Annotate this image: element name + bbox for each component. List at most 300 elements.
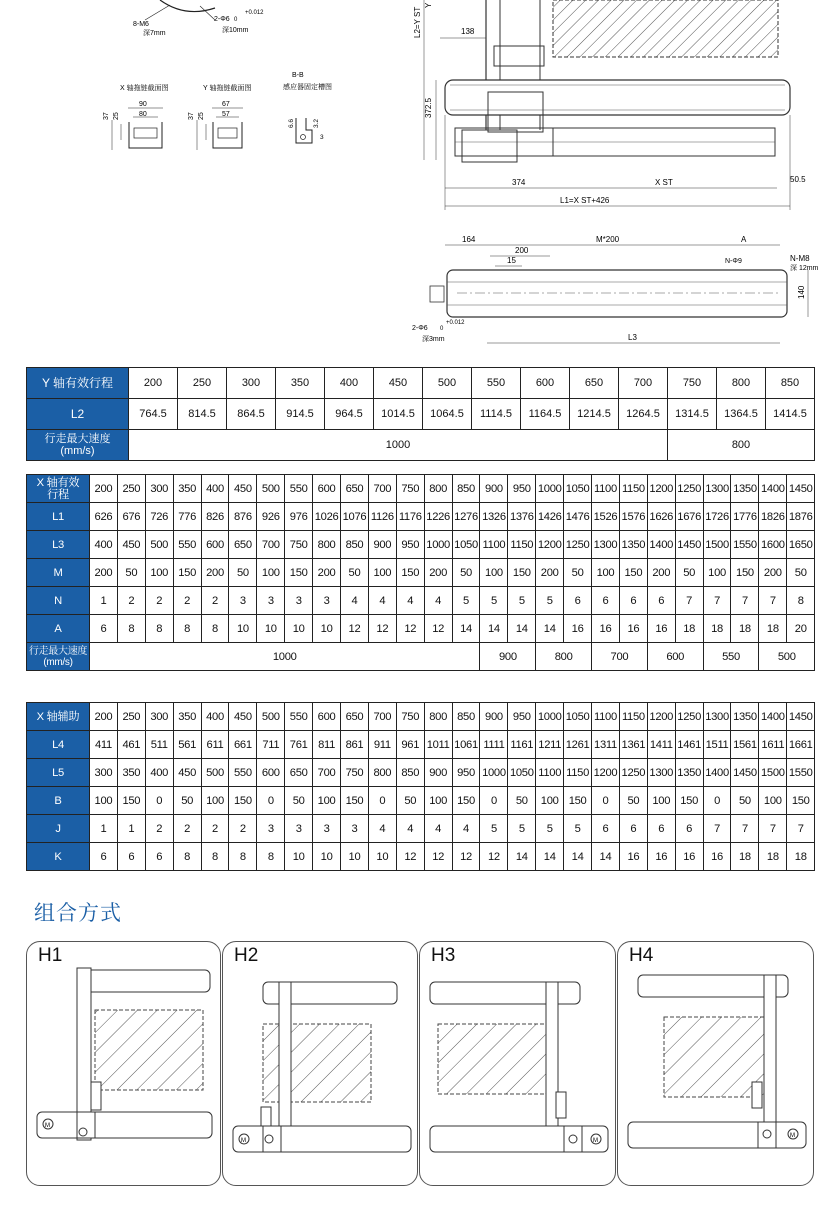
y-chain-h-inner: 25 [198, 112, 205, 120]
table-cell: 450 [117, 531, 145, 559]
table-cell: 6 [675, 815, 703, 843]
table-cell: 1100 [536, 759, 564, 787]
x-chain-h-outer: 37 [103, 112, 110, 120]
table-cell: 1426 [536, 503, 564, 531]
table-cell: 50 [452, 559, 480, 587]
table-cell: 1561 [731, 731, 759, 759]
x-speed-value: 550 [703, 643, 759, 671]
table-cell: 500 [257, 475, 285, 503]
table-cell: 150 [675, 787, 703, 815]
table-cell: 4 [368, 815, 396, 843]
table-cell: 2 [145, 815, 173, 843]
table-cell: 1500 [759, 759, 787, 787]
row-header: K [27, 843, 90, 871]
table-cell: 1876 [787, 503, 815, 531]
table-cell: 550 [173, 531, 201, 559]
table-cell: 0 [145, 787, 173, 815]
table-cell: 1176 [396, 503, 424, 531]
table-cell: 900 [480, 475, 508, 503]
table-cell: 1114.5 [472, 399, 521, 430]
table-cell: 12 [396, 615, 424, 643]
table-cell: 6 [647, 815, 675, 843]
table-cell: 7 [731, 815, 759, 843]
table-cell: 1550 [731, 531, 759, 559]
table-cell: 16 [647, 615, 675, 643]
table-cell: 1400 [759, 475, 787, 503]
table-cell: 1511 [703, 731, 731, 759]
aux-stroke-row [27, 703, 815, 731]
table-cell: 450 [374, 368, 423, 399]
table-cell: 8 [117, 615, 145, 643]
y-chain-w-outer: 67 [222, 101, 230, 108]
table-cell: 1100 [592, 703, 620, 731]
table-cell: 1350 [675, 759, 703, 787]
table-cell: 5 [536, 815, 564, 843]
y-chain-section [188, 83, 252, 150]
row-header: L5 [27, 759, 90, 787]
dim-y-st: L2=Y ST [413, 6, 422, 38]
table-cell: 850 [452, 475, 480, 503]
table-cell: 1626 [647, 503, 675, 531]
y-speed-value: 1000 [129, 430, 668, 461]
y-chain-title: Y 轴拖链截面图 [203, 85, 252, 92]
dim-374: 374 [512, 178, 526, 187]
table-cell: 3 [313, 815, 341, 843]
table-cell: 50 [619, 787, 647, 815]
table-cell: 8 [229, 843, 257, 871]
table-cell: 1361 [619, 731, 647, 759]
table-cell: 5 [508, 587, 536, 615]
table-cell: 1150 [564, 759, 592, 787]
table-cell: 200 [201, 559, 229, 587]
table-row [27, 759, 815, 787]
table-cell: 550 [285, 475, 313, 503]
table-cell: 6 [619, 815, 647, 843]
table-cell: 1726 [703, 503, 731, 531]
table-cell: 511 [145, 731, 173, 759]
table-cell: 7 [703, 815, 731, 843]
table-cell: 100 [90, 787, 118, 815]
table-cell: 1126 [368, 503, 396, 531]
table-cell: 650 [341, 475, 369, 503]
x-chain-title: X 轴拖链截面图 [120, 85, 169, 92]
table-cell: 150 [731, 559, 759, 587]
table-cell: 200 [90, 703, 118, 731]
y-speed-row [27, 430, 815, 461]
table-cell: 7 [787, 815, 815, 843]
table-cell: 50 [787, 559, 815, 587]
table-cell: 600 [313, 475, 341, 503]
dim-l1: L1=X ST+426 [560, 196, 610, 205]
table-cell: 5 [508, 815, 536, 843]
table-cell: 914.5 [276, 399, 325, 430]
panel-label-h4: H4 [629, 945, 654, 966]
table-cell: 100 [647, 787, 675, 815]
table-cell: 1226 [424, 503, 452, 531]
table-cell: 800 [717, 368, 766, 399]
table-cell: 911 [368, 731, 396, 759]
table-cell: 3 [341, 815, 369, 843]
dim-y-top: Y [424, 2, 433, 8]
table-cell: 561 [173, 731, 201, 759]
table-cell: 1000 [536, 703, 564, 731]
row-header: L1 [27, 503, 90, 531]
table-cell: 1300 [703, 475, 731, 503]
table-cell: 826 [201, 503, 229, 531]
table-cell: 4 [368, 587, 396, 615]
table-cell: 800 [368, 759, 396, 787]
dim-2phi6-tol2: 0 [440, 326, 444, 332]
table-cell: 3 [257, 815, 285, 843]
table-cell: 8 [145, 615, 173, 643]
combo-panel-h2 [222, 941, 418, 1186]
table-cell: 250 [117, 475, 145, 503]
table-cell: 1250 [564, 531, 592, 559]
table-cell: 850 [766, 368, 815, 399]
hole-label-a: 8-M6 [133, 21, 149, 28]
y-l2-row [27, 399, 815, 430]
hole-label-a-depth: 深7mm [143, 30, 166, 37]
table-cell: 1376 [508, 503, 536, 531]
table-cell: 150 [173, 559, 201, 587]
table-cell: 1200 [536, 531, 564, 559]
table-cell: 200 [536, 559, 564, 587]
table-cell: 12 [396, 843, 424, 871]
table-cell: 6 [90, 615, 118, 643]
table-cell: 1611 [759, 731, 787, 759]
table-cell: 700 [313, 759, 341, 787]
table-cell: 761 [285, 731, 313, 759]
mounting-hole-detail [133, 0, 264, 37]
hole-label-b-tol: +0.012 [245, 10, 264, 16]
table-cell: 600 [313, 703, 341, 731]
table-cell: 12 [480, 843, 508, 871]
table-cell: 1050 [508, 759, 536, 787]
table-cell: 50 [396, 787, 424, 815]
x-speed-value: 600 [647, 643, 703, 671]
panel-label-h1: H1 [38, 945, 63, 966]
table-cell: 700 [368, 703, 396, 731]
table-cell: 2 [201, 587, 229, 615]
table-cell: 650 [285, 759, 313, 787]
table-cell: 150 [452, 787, 480, 815]
dim-2phi6-depth: 深3mm [422, 336, 445, 343]
table-cell: 600 [201, 531, 229, 559]
table-cell: 4 [341, 587, 369, 615]
table-cell: 1450 [787, 475, 815, 503]
combo-diagram-h1 [27, 942, 220, 1185]
table-cell: 16 [647, 843, 675, 871]
table-cell: 1400 [759, 703, 787, 731]
table-cell: 12 [341, 615, 369, 643]
dim-nm8-depth: 深 12mm [790, 265, 819, 272]
table-cell: 411 [90, 731, 118, 759]
table-cell: 300 [145, 475, 173, 503]
table-cell: 350 [173, 703, 201, 731]
table-cell: 400 [145, 759, 173, 787]
table-cell: 100 [759, 787, 787, 815]
table-cell: 50 [285, 787, 313, 815]
table-cell: 1500 [703, 531, 731, 559]
table-cell: 3 [313, 587, 341, 615]
table-cell: 1000 [424, 531, 452, 559]
table-cell: 611 [201, 731, 229, 759]
table-cell: 1250 [619, 759, 647, 787]
dim-2phi6: 2-Φ6 [412, 325, 428, 332]
combo-panel-h1 [26, 941, 221, 1186]
table-cell: 950 [508, 475, 536, 503]
table-row [27, 531, 815, 559]
table-cell: 676 [117, 503, 145, 531]
table-cell: 0 [257, 787, 285, 815]
dim-x-st: X ST [655, 178, 673, 187]
table-cell: 700 [368, 475, 396, 503]
table-cell: 50 [731, 787, 759, 815]
combo-panel-h4 [617, 941, 814, 1186]
y-l2-header: L2 [27, 399, 129, 430]
table-cell: 0 [480, 787, 508, 815]
table-cell: 350 [173, 475, 201, 503]
table-cell: 100 [703, 559, 731, 587]
table-cell: 7 [703, 587, 731, 615]
table-cell: 550 [285, 703, 313, 731]
table-cell: 500 [201, 759, 229, 787]
table-cell: 550 [229, 759, 257, 787]
table-cell: 300 [227, 368, 276, 399]
x-speed-row [27, 643, 815, 671]
sensor-title-a: B-B [292, 72, 304, 79]
table-cell: 3 [285, 815, 313, 843]
x-chain-w-outer: 90 [139, 101, 147, 108]
table-cell: 14 [480, 615, 508, 643]
table-cell: 200 [129, 368, 178, 399]
table-cell: 12 [452, 843, 480, 871]
x-chain-section [103, 83, 169, 150]
table-cell: 1350 [731, 475, 759, 503]
table-cell: 1050 [564, 475, 592, 503]
y-axis-table [26, 367, 815, 461]
table-cell: 100 [480, 559, 508, 587]
row-header: J [27, 815, 90, 843]
row-header: A [27, 615, 90, 643]
table-cell: 1311 [592, 731, 620, 759]
table-cell: 1250 [675, 475, 703, 503]
table-row [27, 559, 815, 587]
table-cell: 14 [592, 843, 620, 871]
table-cell: 861 [341, 731, 369, 759]
dim-138: 138 [461, 27, 475, 36]
table-cell: 3 [229, 587, 257, 615]
table-cell: 6 [619, 587, 647, 615]
table-cell: 1050 [564, 703, 592, 731]
dim-164: 164 [462, 235, 476, 244]
dim-l3: L3 [628, 333, 637, 342]
hole-label-b-tol2: 0 [234, 17, 238, 23]
table-cell: 650 [229, 531, 257, 559]
table-cell: 3 [257, 587, 285, 615]
table-cell: 100 [201, 787, 229, 815]
table-cell: 800 [424, 703, 452, 731]
sensor-slot-section [283, 72, 332, 143]
table-cell: 10 [341, 843, 369, 871]
dim-nm8: N-M8 [790, 254, 810, 263]
y-chain-w-inner: 57 [222, 111, 230, 118]
table-cell: 764.5 [129, 399, 178, 430]
hole-label-b-depth: 深10mm [222, 27, 249, 34]
table-cell: 750 [285, 531, 313, 559]
combo-panel-h3 [419, 941, 616, 1186]
table-cell: 1661 [787, 731, 815, 759]
table-cell: 10 [368, 843, 396, 871]
table-cell: 450 [173, 759, 201, 787]
table-cell: 200 [313, 559, 341, 587]
table-cell: 650 [570, 368, 619, 399]
table-cell: 18 [759, 615, 787, 643]
table-cell: 1350 [731, 703, 759, 731]
table-cell: 18 [703, 615, 731, 643]
table-cell: 1300 [647, 759, 675, 787]
table-cell: 1 [117, 815, 145, 843]
x-speed-value: 800 [536, 643, 592, 671]
table-cell: 1164.5 [521, 399, 570, 430]
table-cell: 14 [536, 615, 564, 643]
table-cell: 250 [178, 368, 227, 399]
technical-drawing [0, 0, 840, 360]
table-cell: 1000 [480, 759, 508, 787]
y-speed-value: 800 [668, 430, 815, 461]
table-cell: 1111 [480, 731, 508, 759]
table-cell: 18 [731, 615, 759, 643]
table-cell: 300 [145, 703, 173, 731]
table-cell: 864.5 [227, 399, 276, 430]
table-cell: 750 [396, 475, 424, 503]
table-cell: 1450 [787, 703, 815, 731]
table-cell: 1300 [703, 703, 731, 731]
table-cell: 150 [564, 787, 592, 815]
table-cell: 50 [675, 559, 703, 587]
table-cell: 250 [117, 703, 145, 731]
table-cell: 1300 [592, 531, 620, 559]
table-cell: 1014.5 [374, 399, 423, 430]
table-cell: 100 [536, 787, 564, 815]
table-cell: 18 [675, 615, 703, 643]
table-cell: 150 [285, 559, 313, 587]
table-row [27, 843, 815, 871]
x-speed-header: 行走最大速度 (mm/s) [27, 643, 90, 671]
table-cell: 2 [173, 815, 201, 843]
table-cell: 1476 [564, 503, 592, 531]
table-cell: 964.5 [325, 399, 374, 430]
table-cell: 1000 [536, 475, 564, 503]
table-cell: 811 [313, 731, 341, 759]
x-stroke-row [27, 475, 815, 503]
motor-icon: M [45, 1123, 50, 1129]
table-cell: 0 [368, 787, 396, 815]
table-cell: 5 [480, 587, 508, 615]
table-cell: 1676 [675, 503, 703, 531]
table-cell: 1411 [647, 731, 675, 759]
table-cell: 20 [787, 615, 815, 643]
table-cell: 1061 [452, 731, 480, 759]
table-cell: 5 [480, 815, 508, 843]
table-cell: 5 [536, 587, 564, 615]
table-cell: 4 [424, 815, 452, 843]
row-header: M [27, 559, 90, 587]
table-cell: 750 [341, 759, 369, 787]
table-cell: 400 [201, 475, 229, 503]
table-cell: 10 [229, 615, 257, 643]
table-cell: 626 [90, 503, 118, 531]
dim-15: 15 [507, 256, 516, 265]
table-cell: 1050 [452, 531, 480, 559]
table-cell: 1826 [759, 503, 787, 531]
table-cell: 1100 [592, 475, 620, 503]
sensor-d3: 3 [320, 134, 324, 141]
table-cell: 50 [508, 787, 536, 815]
table-cell: 12 [368, 615, 396, 643]
dim-3725: 372.5 [424, 97, 433, 118]
table-cell: 8 [787, 587, 815, 615]
table-cell: 850 [341, 531, 369, 559]
table-cell: 150 [117, 787, 145, 815]
motor-icon: M [790, 1133, 795, 1139]
table-cell: 1461 [675, 731, 703, 759]
table-cell: 14 [536, 843, 564, 871]
table-cell: 6 [90, 843, 118, 871]
x-chain-h-inner: 25 [113, 112, 120, 120]
table-cell: 4 [452, 815, 480, 843]
table-cell: 5 [452, 587, 480, 615]
table-cell: 16 [703, 843, 731, 871]
table-cell: 100 [424, 787, 452, 815]
table-cell: 461 [117, 731, 145, 759]
y-stroke-row [27, 368, 815, 399]
table-cell: 14 [452, 615, 480, 643]
table-cell: 12 [424, 615, 452, 643]
table-cell: 8 [201, 615, 229, 643]
table-cell: 1350 [619, 531, 647, 559]
table-cell: 900 [368, 531, 396, 559]
dim-140: 140 [797, 285, 806, 299]
table-cell: 750 [396, 703, 424, 731]
table-cell: 50 [564, 559, 592, 587]
table-cell: 900 [480, 703, 508, 731]
table-cell: 1150 [508, 531, 536, 559]
dim-200: 200 [515, 246, 529, 255]
table-cell: 1314.5 [668, 399, 717, 430]
sensor-d1: 6.6 [288, 118, 295, 128]
table-cell: 8 [173, 615, 201, 643]
x-axis-table [26, 474, 815, 671]
table-cell: 1326 [480, 503, 508, 531]
table-cell: 5 [564, 815, 592, 843]
table-cell: 8 [173, 843, 201, 871]
table-cell: 814.5 [178, 399, 227, 430]
table-cell: 8 [201, 843, 229, 871]
table-cell: 1200 [647, 703, 675, 731]
table-cell: 1276 [452, 503, 480, 531]
table-cell: 150 [508, 559, 536, 587]
table-cell: 2 [117, 587, 145, 615]
table-row [27, 815, 815, 843]
table-cell: 1200 [592, 759, 620, 787]
table-cell: 12 [424, 843, 452, 871]
dim-a: A [741, 235, 747, 244]
motor-icon: M [241, 1138, 246, 1144]
table-cell: 1026 [313, 503, 341, 531]
table-row [27, 731, 815, 759]
dim-505: 50.5 [790, 175, 806, 184]
